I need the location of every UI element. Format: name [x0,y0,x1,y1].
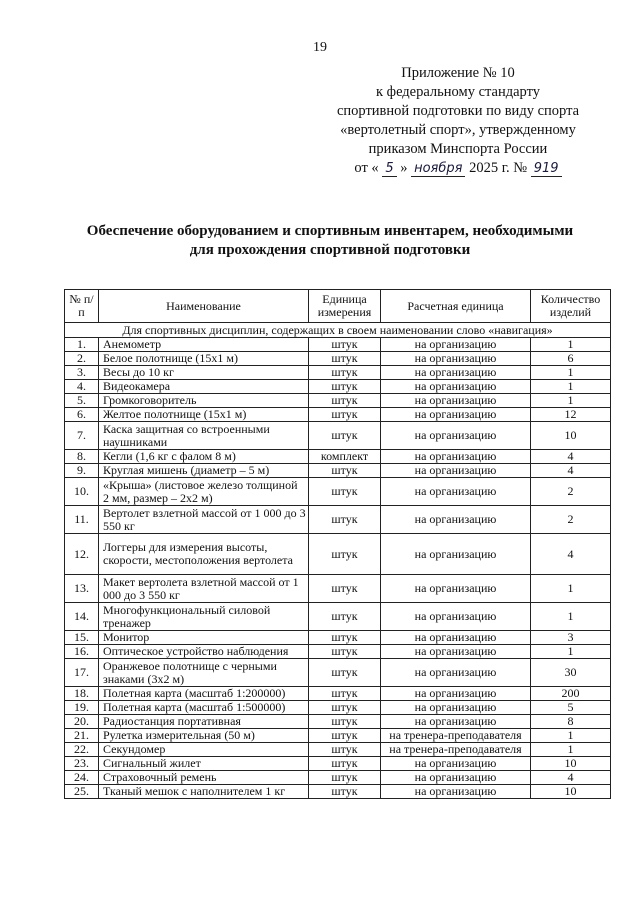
cell-name: Тканый мешок с наполнителем 1 кг [99,785,309,799]
cell-unit: штук [309,715,381,729]
equipment-table [64,289,611,799]
cell-calc-unit: на организацию [381,380,531,394]
cell-quantity: 10 [531,422,611,450]
cell-calc-unit: на организацию [381,506,531,534]
cell-number: 23. [65,757,99,771]
table-row [65,785,611,799]
table-section-row [65,323,611,338]
page-number: 19 [313,40,327,55]
cell-quantity: 4 [531,534,611,575]
cell-calc-unit: на организацию [381,785,531,799]
cell-number: 18. [65,687,99,701]
cell-unit: штук [309,352,381,366]
cell-unit: штук [309,771,381,785]
cell-quantity: 10 [531,785,611,799]
cell-unit: штук [309,743,381,757]
cell-quantity: 2 [531,478,611,506]
cell-quantity: 1 [531,729,611,743]
table-row [65,715,611,729]
cell-unit: штук [309,785,381,799]
table-row [65,687,611,701]
cell-name: «Крыша» (листовое железо толщиной 2 мм, размер – 2х2 м) [99,478,309,506]
heading-line: для прохождения спортивной подготовки [189,242,471,258]
cell-number: 11. [65,506,99,534]
table-row [65,534,611,575]
cell-unit: штук [309,408,381,422]
cell-number: 7. [65,422,99,450]
cell-unit: штук [309,506,381,534]
cell-name: Каска защитная со встроенными наушниками [99,422,309,450]
cell-unit: штук [309,394,381,408]
cell-name: Кегли (1,6 кг с фалом 8 м) [99,450,309,464]
cell-calc-unit: на организацию [381,645,531,659]
cell-name: Логгеры для измерения высоты, скорости, местоположения вертолета [99,534,309,575]
cell-calc-unit: на организацию [381,701,531,715]
cell-calc-unit: на тренера-преподавателя [381,729,531,743]
cell-name: Весы до 10 кг [99,366,309,380]
cell-number: 24. [65,771,99,785]
cell-calc-unit: на организацию [381,366,531,380]
cell-quantity: 30 [531,659,611,687]
cell-calc-unit: на организацию [381,687,531,701]
cell-calc-unit: на организацию [381,408,531,422]
table-row [65,506,611,534]
cell-name: Сигнальный жилет [99,757,309,771]
cell-name: Видеокамера [99,380,309,394]
cell-name: Многофункциональный силовой тренажер [99,603,309,631]
table-row [65,701,611,715]
appendix-date-line [308,159,608,178]
date-year: 2025 г. № [469,160,528,176]
cell-name: Полетная карта (масштаб 1:200000) [99,687,309,701]
cell-calc-unit: на организацию [381,575,531,603]
cell-name: Громкоговоритель [99,394,309,408]
cell-quantity: 1 [531,645,611,659]
cell-quantity: 200 [531,687,611,701]
cell-number: 1. [65,338,99,352]
cell-unit: штук [309,478,381,506]
cell-quantity: 4 [531,771,611,785]
cell-name: Страховочный ремень [99,771,309,785]
cell-quantity: 1 [531,338,611,352]
cell-calc-unit: на организацию [381,534,531,575]
header-num: № п/п [65,290,99,323]
cell-number: 4. [65,380,99,394]
cell-unit: штук [309,464,381,478]
cell-calc-unit: на организацию [381,631,531,645]
table-row [65,464,611,478]
document-heading [60,222,600,260]
cell-number: 21. [65,729,99,743]
section-title: Для спортивных дисциплин, содержащих в своем наименовании слово «навигация» [65,323,611,338]
cell-unit: штук [309,603,381,631]
table-row [65,422,611,450]
cell-quantity: 4 [531,450,611,464]
cell-quantity: 4 [531,464,611,478]
header-calc: Расчетная единица [381,290,531,323]
cell-name: Секундомер [99,743,309,757]
cell-unit: штук [309,701,381,715]
cell-quantity: 1 [531,394,611,408]
cell-quantity: 10 [531,757,611,771]
appendix-line: спортивной подготовки по виду спорта [336,103,580,119]
cell-quantity: 6 [531,352,611,366]
cell-unit: штук [309,687,381,701]
cell-unit: штук [309,631,381,645]
table-row [65,450,611,464]
cell-name: Монитор [99,631,309,645]
cell-unit: штук [309,757,381,771]
table-row [65,338,611,352]
table-row [65,408,611,422]
header-qty: Количество изделий [531,290,611,323]
handwritten-order-number: 919 [531,161,562,177]
table-row [65,478,611,506]
table-row [65,757,611,771]
table-row [65,743,611,757]
cell-number: 5. [65,394,99,408]
table-row [65,394,611,408]
appendix-line: «вертолетный спорт», утвержденному [340,122,576,138]
cell-number: 15. [65,631,99,645]
cell-unit: штук [309,729,381,743]
cell-quantity: 8 [531,715,611,729]
table-row [65,771,611,785]
cell-quantity: 1 [531,743,611,757]
table-row [65,380,611,394]
cell-number: 8. [65,450,99,464]
cell-number: 13. [65,575,99,603]
header-unit: Единица измерения [309,290,381,323]
cell-number: 16. [65,645,99,659]
cell-unit: штук [309,659,381,687]
cell-calc-unit: на организацию [381,603,531,631]
handwritten-month: ноября [411,161,465,177]
cell-name: Рулетка измерительная (50 м) [99,729,309,743]
table-row [65,603,611,631]
table-row [65,575,611,603]
cell-number: 6. [65,408,99,422]
cell-name: Оранжевое полотнище с черными знаками (3х2 м) [99,659,309,687]
table-row [65,352,611,366]
cell-number: 12. [65,534,99,575]
cell-unit: штук [309,380,381,394]
heading-line: Обеспечение оборудованием и спортивным инвентарем, необходимыми [86,223,574,239]
cell-unit: штук [309,534,381,575]
cell-number: 19. [65,701,99,715]
cell-number: 9. [65,464,99,478]
cell-quantity: 1 [531,366,611,380]
cell-calc-unit: на организацию [381,450,531,464]
cell-calc-unit: на организацию [381,464,531,478]
table-header-row [65,290,611,323]
cell-unit: штук [309,645,381,659]
cell-quantity: 1 [531,380,611,394]
cell-name: Оптическое устройство наблюдения [99,645,309,659]
appendix-line: к федеральному стандарту [376,84,540,100]
cell-quantity: 5 [531,701,611,715]
cell-calc-unit: на организацию [381,338,531,352]
date-mid: » [400,160,408,176]
table-row [65,729,611,743]
cell-calc-unit: на организацию [381,715,531,729]
table-row [65,645,611,659]
cell-quantity: 1 [531,603,611,631]
cell-calc-unit: на тренера-преподавателя [381,743,531,757]
cell-number: 14. [65,603,99,631]
table-row [65,631,611,645]
appendix-block [308,64,608,178]
cell-quantity: 12 [531,408,611,422]
cell-unit: комплект [309,450,381,464]
cell-quantity: 3 [531,631,611,645]
cell-calc-unit: на организацию [381,352,531,366]
header-name: Наименование [99,290,309,323]
cell-number: 25. [65,785,99,799]
cell-name: Круглая мишень (диаметр – 5 м) [99,464,309,478]
appendix-line: приказом Минспорта России [368,141,548,157]
cell-number: 20. [65,715,99,729]
cell-calc-unit: на организацию [381,771,531,785]
table-row [65,366,611,380]
cell-name: Радиостанция портативная [99,715,309,729]
cell-number: 3. [65,366,99,380]
cell-unit: штук [309,422,381,450]
cell-name: Белое полотнище (15х1 м) [99,352,309,366]
cell-name: Анемометр [99,338,309,352]
appendix-line: Приложение № 10 [401,65,515,81]
cell-calc-unit: на организацию [381,422,531,450]
date-prefix: от « [354,160,379,176]
cell-name: Полетная карта (масштаб 1:500000) [99,701,309,715]
cell-name: Желтое полотнище (15х1 м) [99,408,309,422]
cell-calc-unit: на организацию [381,757,531,771]
cell-calc-unit: на организацию [381,659,531,687]
cell-number: 10. [65,478,99,506]
cell-unit: штук [309,575,381,603]
table-row [65,659,611,687]
cell-unit: штук [309,366,381,380]
cell-unit: штук [309,338,381,352]
cell-number: 2. [65,352,99,366]
cell-number: 17. [65,659,99,687]
cell-calc-unit: на организацию [381,394,531,408]
cell-quantity: 1 [531,575,611,603]
cell-name: Макет вертолета взлетной массой от 1 000 до 3 550 кг [99,575,309,603]
cell-number: 22. [65,743,99,757]
handwritten-day: 5 [382,161,396,177]
cell-quantity: 2 [531,506,611,534]
cell-name: Вертолет взлетной массой от 1 000 до 3 550 кг [99,506,309,534]
cell-calc-unit: на организацию [381,478,531,506]
